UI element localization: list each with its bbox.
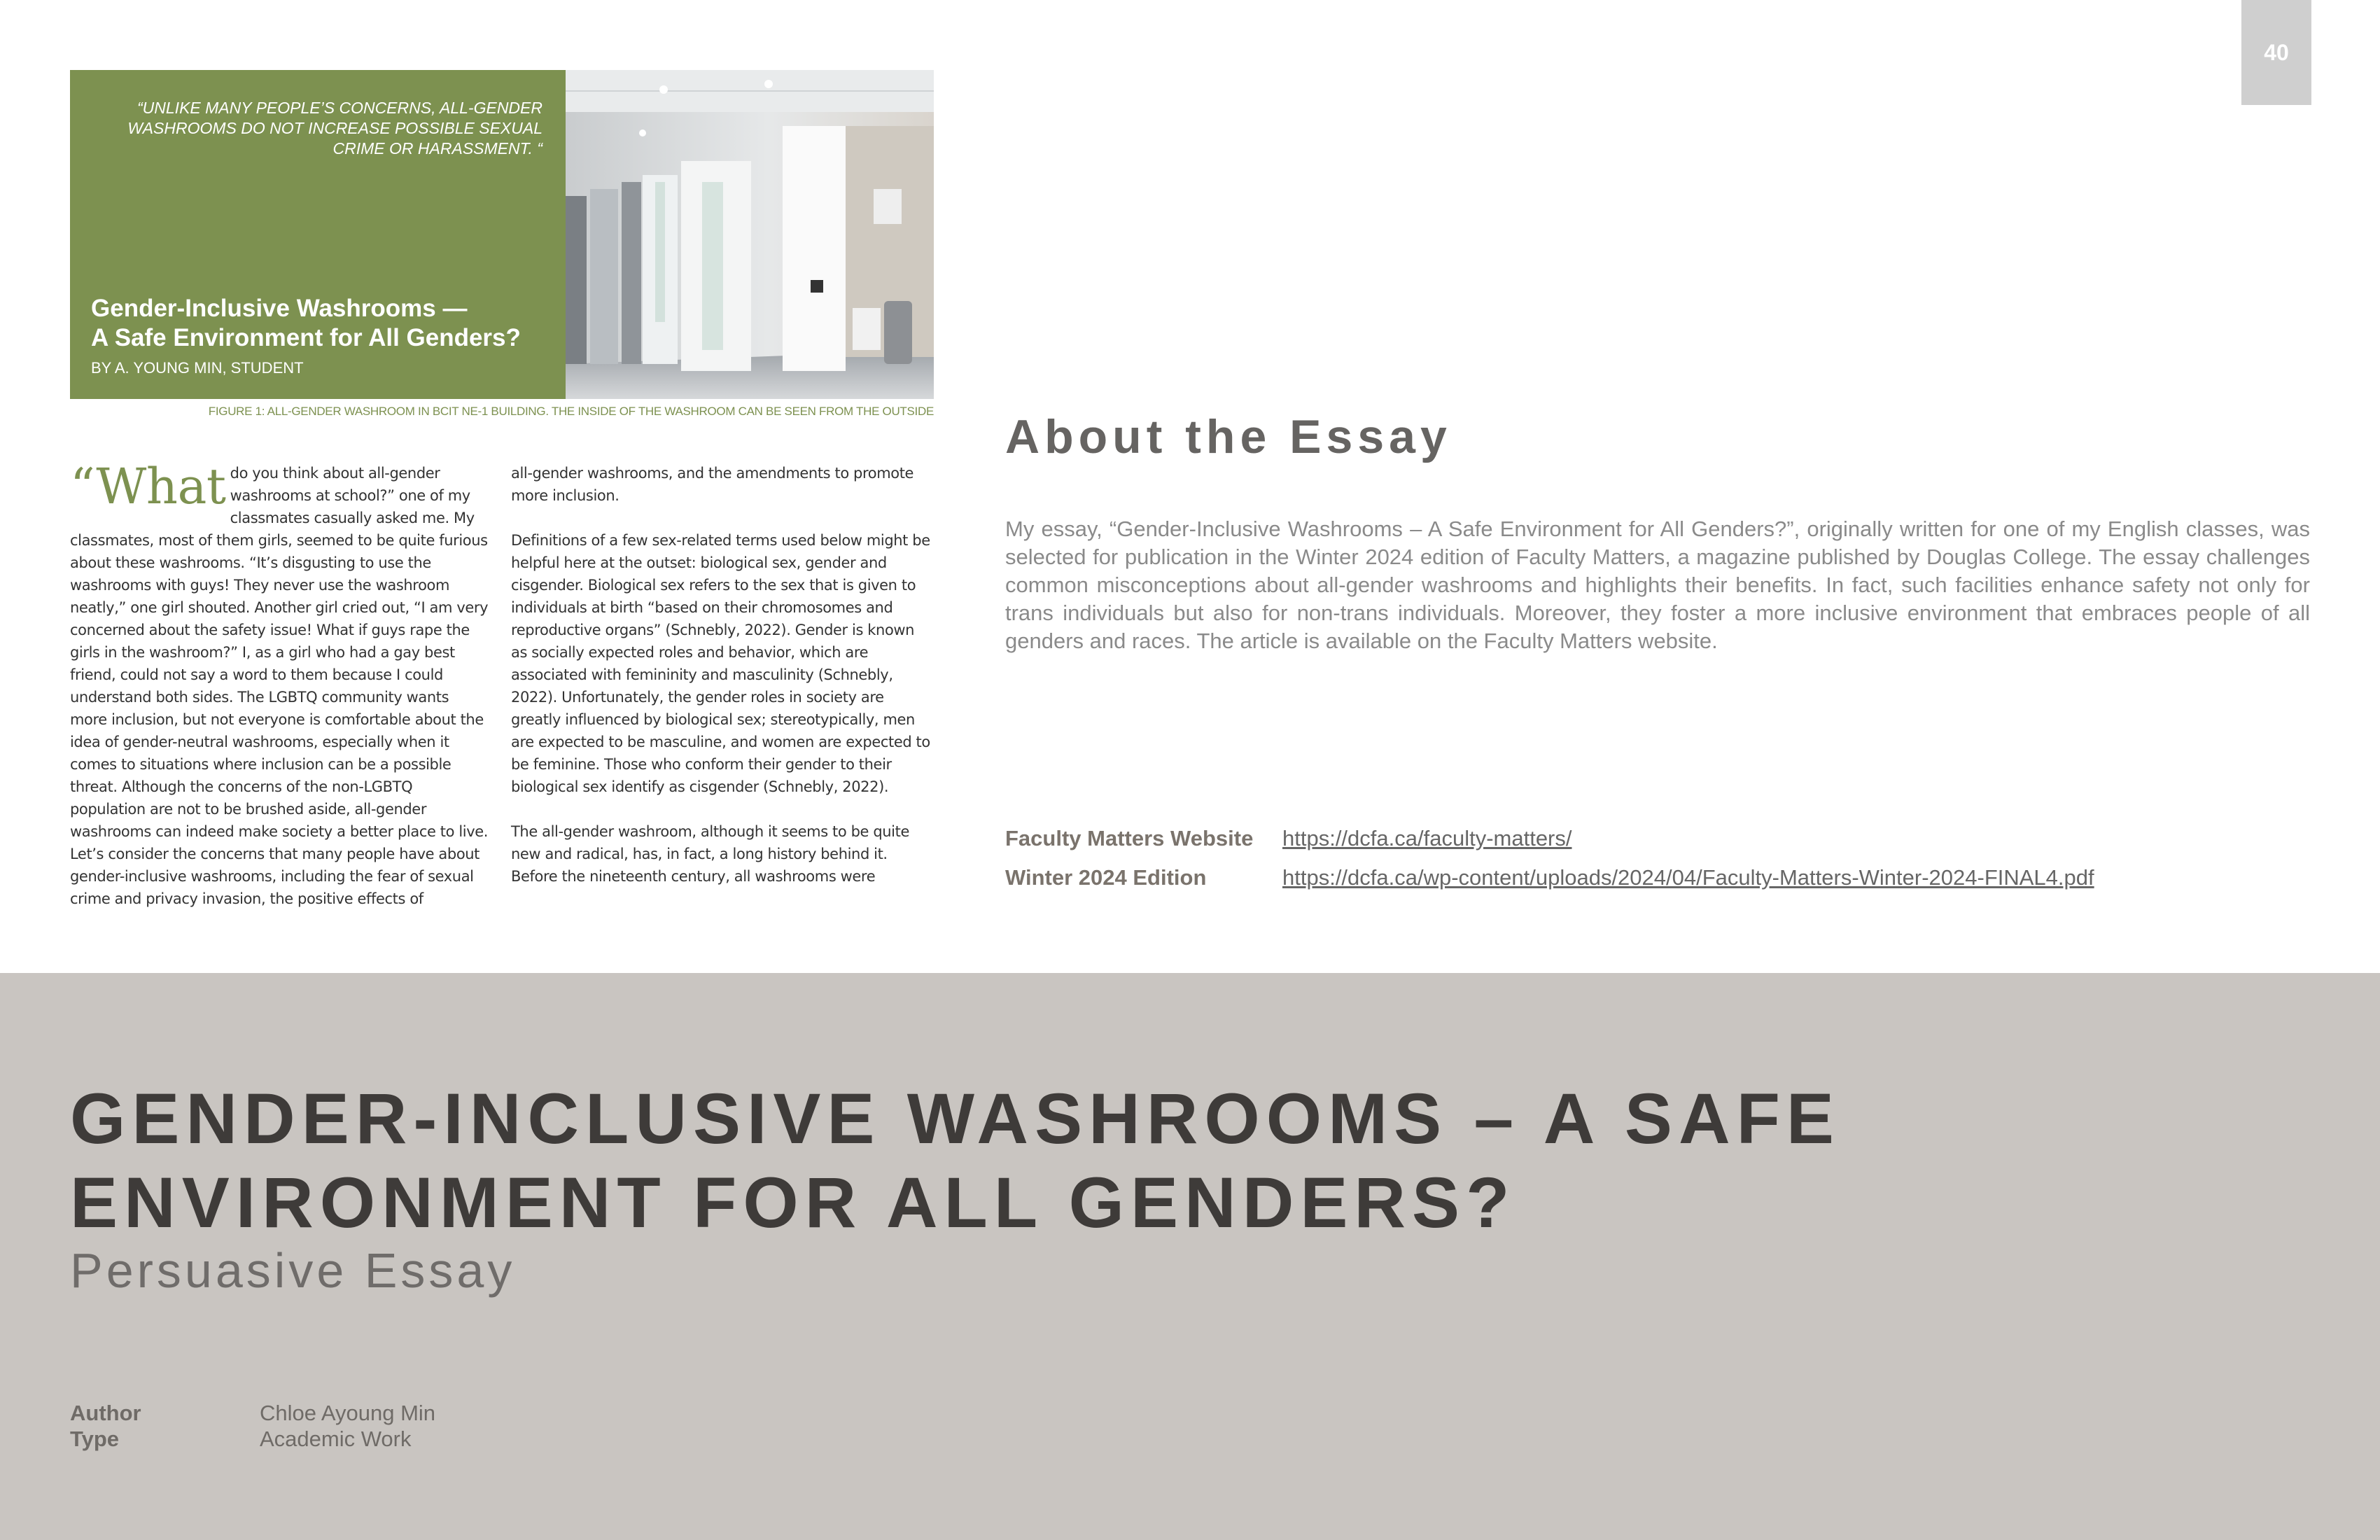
meta-value: Chloe Ayoung Min (260, 1401, 436, 1425)
paragraph: Definitions of a few sex-related terms used below might be helpful here at the outset: biological sex, gender and cisgender. Biological sex refers to the sex that is given to individuals at birth “based on their chromosomes and reproductive organs” (Schnebly, 2022). Gender is known as socially expected roles and behavior, which are associated with femininity and masculinity (Schnebly, 2022). Unfortunately, the gender roles in society are greatly influenced by biological sex; stereotypically, men are expected to be masculine, and women are expected to be feminine. Those who conform their gender to their biological sex identify as cisgender (Schnebly, 2022). (511, 532, 930, 795)
about-text: My essay, “Gender-Inclusive Washrooms – A Safe Environment for All Genders?”, originally written for one of my English classes, was selected for publication in the Winter 2024 edition of Faculty Matters, a magazine published by Douglas College. The essay challenges common misconceptions about all-gender washrooms and highlights their benefits. In fact, such facilities enhance safety not only for trans individuals but also for non-trans individuals. Moreover, they foster a more inclusive environment that embraces people of all genders and races. The article is available on the Faculty Matters website. (1005, 517, 2310, 653)
article-column-1 (70, 458, 490, 932)
meta-value: Academic Work (260, 1427, 412, 1451)
washroom-photo (566, 70, 934, 399)
paragraph: all-gender washrooms, and the amendments to promote more inclusion. (511, 465, 914, 504)
winter-edition-link[interactable]: https://dcfa.ca/wp-content/uploads/2024/04/Faculty-Matters-Winter-2024-FINAL4.pdf (1282, 865, 2094, 890)
link-row-website (1005, 819, 2310, 858)
meta-label: Type (70, 1427, 120, 1451)
about-heading: About the Essay (1005, 410, 1452, 463)
article-title (91, 294, 567, 353)
article-title-line2: A Safe Environment for All Genders? (91, 324, 521, 351)
work-title-line1: GENDER-INCLUSIVE WASHROOMS – A SAFE (70, 1079, 1840, 1158)
article-byline: BY A. YOUNG MIN, STUDENT (91, 359, 304, 377)
drop-cap: “What (70, 458, 226, 515)
figure-caption: FIGURE 1: ALL-GENDER WASHROOM IN BCIT NE-1 BUILDING. THE INSIDE OF THE WASHROOM CAN BE SEEN FROM THE OUTSIDE (208, 405, 934, 418)
page-number: 40 (2241, 0, 2311, 105)
work-info-band (0, 973, 2380, 1540)
work-subtitle: Persuasive Essay (70, 1243, 516, 1298)
meta-row-author (70, 1400, 435, 1426)
paragraph: The all-gender washroom, although it seems to be quite new and radical, has, in fact, a long history behind it. Before the nineteenth century, all washrooms were (511, 823, 909, 885)
pull-quote: “UNLIKE MANY PEOPLE’S CONCERNS, ALL-GENDER WASHROOMS DO NOT INCREASE POSSIBLE SEXUAL CRIME OR HARASSMENT. “ (127, 99, 542, 158)
article-column-2 (511, 462, 931, 910)
work-title-line2: ENVIRONMENT FOR ALL GENDERS? (70, 1163, 1516, 1242)
meta-row-type (70, 1426, 435, 1452)
faculty-matters-link[interactable]: https://dcfa.ca/faculty-matters/ (1282, 826, 1572, 850)
meta-label: Author (70, 1401, 141, 1425)
link-label: Winter 2024 Edition (1005, 865, 1207, 890)
paragraph: do you think about all-gender washrooms at school?” one of my classmates casually asked me. My classmates, most of them girls, seemed to be quite furious about these washrooms. “It’s disgusting to use the washrooms with guys! They never use the washroom neatly,” one girl shouted. Another girl cried out, “I am very concerned about the safety issue! What if guys rape the girls in the washroom?” I, as a girl who had a gay best friend, could not say a word to them because I could understand both sides. The LGBTQ community wants more inclusion, but not everyone is comfortable about the idea of gender-neutral washrooms, especially when it comes to situations where inclusion can be a possible threat. Although the concerns of the non-LGBTQ population are not to be brushed aside, all-gender washrooms can indeed make society a better place to live. Let’s consider the concerns that many people have about gender-inclusive washrooms, including the fear of sexual crime and privacy invasion, the positive effects of (70, 465, 489, 907)
article-title-line1: Gender-Inclusive Washrooms — (91, 295, 468, 322)
article-preview (70, 70, 934, 910)
link-row-edition (1005, 858, 2310, 897)
work-title (70, 1077, 2170, 1245)
link-list (1005, 819, 2310, 897)
article-hero-banner (70, 70, 934, 399)
link-label: Faculty Matters Website (1005, 826, 1254, 850)
work-meta (70, 1400, 435, 1452)
